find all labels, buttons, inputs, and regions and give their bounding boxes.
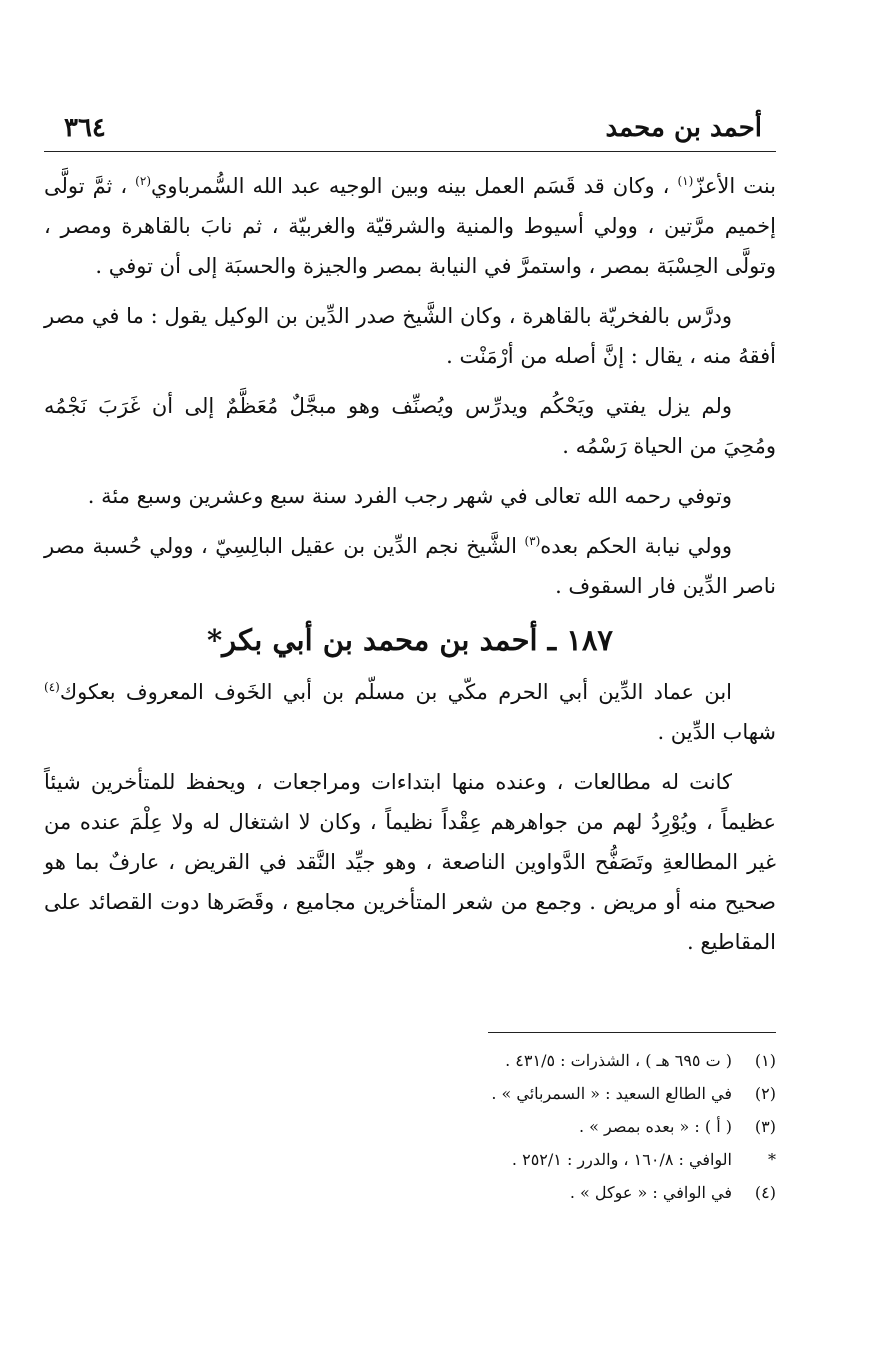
paragraph-7: كانت له مطالعات ، وعنده منها ابتداءات ومراجعات ، ويحفظ للمتأخرين شيئاً عظيماً ، ويُوْرِدُ لهم من جواهرهم عِقْداً نظيماً ، وكان لا اشتغال له ولا عِلْمَ عنده من غير المطالعةِ وتَصَفُّح الدَّواوين الناصعة ، وهو جيِّد النَّقد في القريض ، عارفٌ بما هو صحيح منه أو مريض . وجمع من شعر المتأخرين مجاميع ، وقَصَرها دوت القصائد على المقاطيع .	[44, 770, 776, 954]
paragraph-4: وتوفي رحمه الله تعالى في شهر رجب الفرد سنة سبع وعشرين وسبع مئة .	[87, 484, 732, 508]
page-header	[44, 108, 776, 148]
footnote-mark: *	[768, 1150, 776, 1169]
main-text	[44, 166, 776, 972]
text-run: ابن عماد الدِّين أبي الحرم مكّي بن مسلّم بن أبي الخَوف المعروف بعكوك	[59, 680, 732, 704]
footnote-mark: (٣)	[754, 1117, 776, 1136]
footnote-ref-3: (٣)	[524, 534, 541, 548]
footnote-text: في الوافي : « عوكل » .	[569, 1183, 732, 1202]
footnote-rule	[488, 1032, 776, 1033]
text-run: شهاب الدِّين .	[657, 720, 776, 744]
footnote-ref-2: (٢)	[135, 174, 151, 188]
footnote-text: الوافي : ١٦٠/٨ ، والدرر : ٢٥٢/١ .	[511, 1150, 732, 1169]
footnote-mark: (٢)	[754, 1084, 776, 1103]
footnote-mark: (١)	[754, 1051, 776, 1070]
header-rule	[44, 151, 776, 152]
footnote-ref-1: (١)	[677, 174, 694, 188]
footnote-4	[136, 1176, 776, 1209]
entry-title: ١٨٧ ـ أحمد بن محمد بن أبي بكر*	[207, 623, 613, 657]
paragraph-3: ولم يزل يفتي ويَحْكُم ويدرِّس ويُصنِّف وهو مبجَّلٌ مُعَظَّمٌ إلى أن غَرَبَ نَجْمُه ومُحِيَ من الحياة رَسْمُه .	[44, 394, 776, 458]
footnote-text: في الطالع السعيد : « السمربائي » .	[491, 1084, 732, 1103]
text-run: وولي نيابة الحكم بعده	[540, 534, 732, 558]
footnote-1	[136, 1044, 776, 1077]
footnote-text: ( أ ) : « بعده بمصر » .	[578, 1117, 732, 1136]
text-run: ، ثمَّ تولَّى إخميم مرَّتين ، وولي أسيوط والمنية والشرقيّة والغربيّة ، ثم نابَ بالقاهرة ومصر ، وتولَّى الحِسْبَة بمصر ، واستمرَّ في النيابة بمصر والجيزة والحسبَة إلى أن توفي .	[44, 174, 776, 278]
text-run: الشَّيخ نجم الدِّين بن عقيل البالِسِيّ ، وولي حُسبة مصر ناصر الدِّين فار السقوف .	[44, 534, 776, 598]
text-run: بنت الأعزّ	[693, 174, 777, 198]
text-run: ، وكان قد قَسَم العمل بينه وبين الوجيه عبد الله السُّمرباوي	[151, 174, 678, 198]
footnote-mark: (٤)	[754, 1183, 776, 1202]
footnote-ref-4: (٤)	[44, 680, 60, 694]
paragraph-5	[44, 526, 776, 606]
footnotes	[136, 1044, 776, 1209]
footnote-text: ( ت ٦٩٥ هـ ) ، الشذرات : ٤٣١/٥ .	[505, 1051, 732, 1070]
page-number: ٣٦٤	[64, 113, 106, 143]
footnote-2	[136, 1077, 776, 1110]
running-head: أحمد بن محمد	[605, 113, 762, 143]
paragraph-6	[44, 672, 776, 752]
paragraph-2: ودرَّس بالفخريّة بالقاهرة ، وكان الشَّيخ صدر الدِّين بن الوكيل يقول : ما في مصر أفقهُ منه ، يقال : إنَّ أصله من أرْمَنْت .	[44, 304, 776, 368]
footnote-3	[136, 1110, 776, 1143]
paragraph-1	[44, 166, 776, 286]
footnote-star	[136, 1143, 776, 1176]
